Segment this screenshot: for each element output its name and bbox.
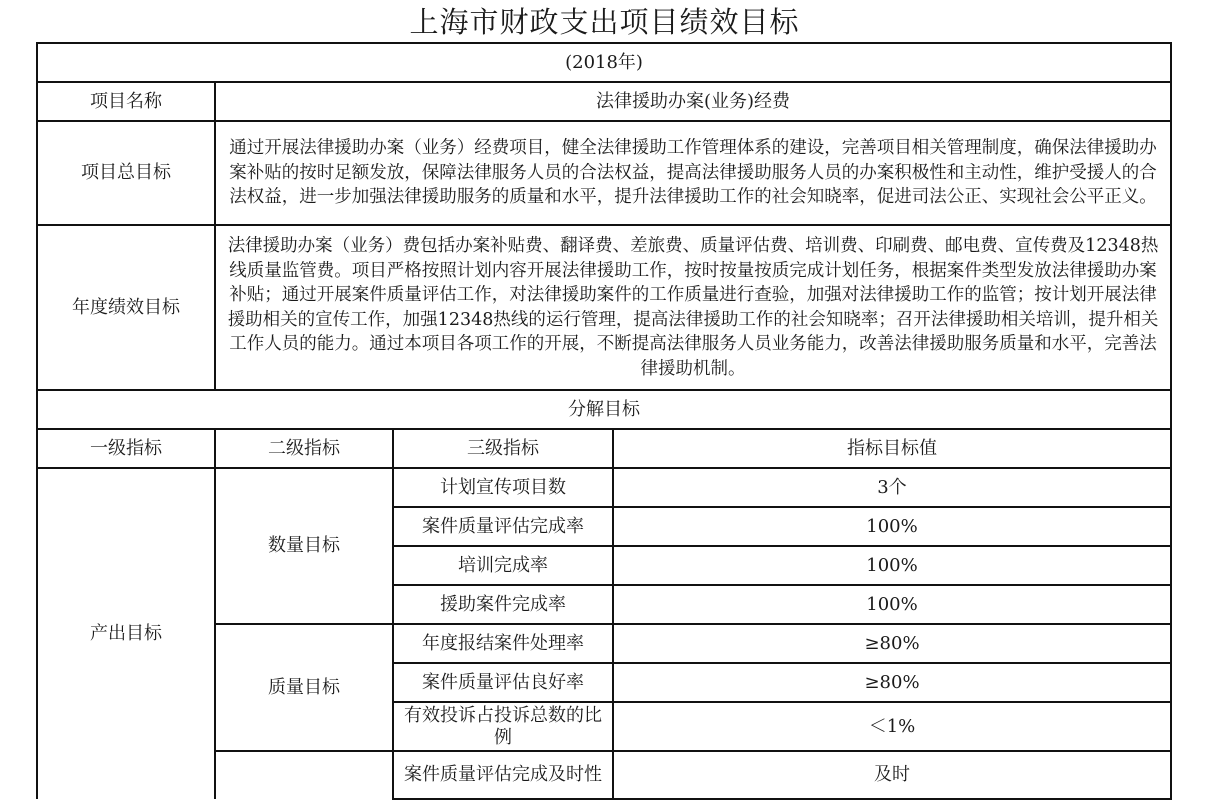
indicator-cell: 案件质量评估良好率: [393, 663, 613, 702]
project-name-label: 项目名称: [37, 82, 215, 121]
level2-quality: 质量目标: [215, 624, 393, 751]
indicator-cell: 有效投诉占投诉总数的比例: [393, 702, 613, 751]
indicator-cell: 案件质量评估完成及时性: [393, 751, 613, 799]
level2-quantity: 数量目标: [215, 468, 393, 624]
indicator-cell: 援助案件完成率: [393, 585, 613, 624]
annual-goal-text: 法律援助办案（业务）费包括办案补贴费、翻译费、差旅费、质量评估费、培训费、印刷费、邮电费、宣传费及12348热线质量监管费。项目严格按照计划内容开展法律援助工作，按时按量按质完成计划任务，根据案件类型发放法律援助办案补贴；通过开展案件质量评估工作，对法律援助案件的工作质量进行查验，加强对法律援助工作的监管；按计划开展法律援助相关的宣传工作，加强12348热线的运行管理，提高法律援助工作的社会知晓率；召开法律援助相关培训，提升相关工作人员的能力。通过本项目各项工作的开展，不断提高法律服务人员业务能力，改善法律援助服务质量和水平，完善法律援助机制。: [215, 225, 1171, 390]
indicator-cell: 计划宣传项目数: [393, 468, 613, 507]
annual-goal-label: 年度绩效目标: [37, 225, 215, 390]
indicator-cell: 培训完成率: [393, 546, 613, 585]
table-row: [37, 468, 1171, 507]
level1-output: 产出目标: [37, 468, 215, 799]
overall-goal-label: 项目总目标: [37, 121, 215, 225]
indicator-cell: 案件质量评估完成率: [393, 507, 613, 546]
project-name-value: 法律援助办案(业务)经费: [215, 82, 1171, 121]
year-cell: (2018年): [37, 43, 1171, 82]
header-target: 指标目标值: [613, 429, 1171, 468]
project-name-row: [37, 82, 1171, 121]
header-row: [37, 429, 1171, 468]
target-value-cell: 100%: [613, 585, 1171, 624]
target-value-cell: 100%: [613, 507, 1171, 546]
breakdown-label: 分解目标: [37, 390, 1171, 429]
year-row: [37, 43, 1171, 82]
page-title: 上海市财政支出项目绩效目标: [409, 5, 800, 39]
breakdown-row: [37, 390, 1171, 429]
overall-goal-text: 通过开展法律援助办案（业务）经费项目，健全法律援助工作管理体系的建设，完善项目相关管理制度，确保法律援助办案补贴的按时足额发放，保障法律服务人员的合法权益，提高法律援助服务人员的办案积极性和主动性，维护受援人的合法权益，进一步加强法律援助服务的质量和水平，提升法律援助工作的社会知晓率，促进司法公正、实现社会公平正义。: [215, 121, 1171, 225]
indicator-cell: 年度报结案件处理率: [393, 624, 613, 663]
header-level1: 一级指标: [37, 429, 215, 468]
target-value-cell: 100%: [613, 546, 1171, 585]
overall-goal-row: [37, 121, 1171, 225]
target-value-cell: ≥80%: [613, 663, 1171, 702]
target-value-cell: 及时: [613, 751, 1171, 799]
target-value-cell: ≥80%: [613, 624, 1171, 663]
target-value-cell: ＜1%: [613, 702, 1171, 751]
header-level2: 二级指标: [215, 429, 393, 468]
target-value-cell: 3个: [613, 468, 1171, 507]
header-level3: 三级指标: [393, 429, 613, 468]
level2-continued: [215, 751, 393, 799]
performance-goals-table: [36, 42, 1172, 800]
annual-goal-row: [37, 225, 1171, 390]
